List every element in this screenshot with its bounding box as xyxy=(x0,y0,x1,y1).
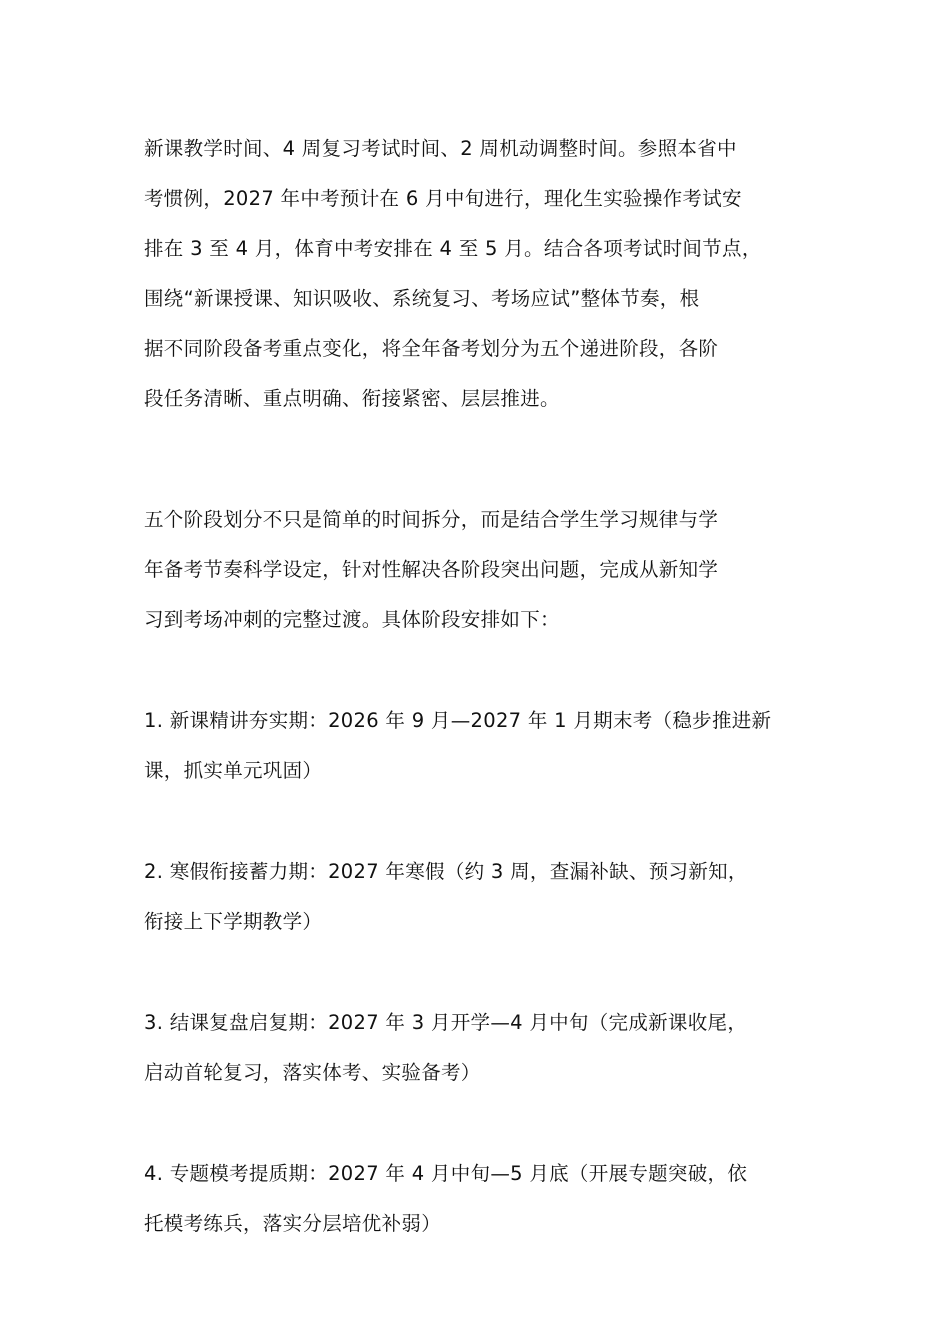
stage-item-3 xyxy=(144,998,808,1098)
paragraph-spacer xyxy=(144,1098,808,1149)
paragraph-spacer xyxy=(144,645,808,696)
stage-item-4 xyxy=(144,1149,808,1249)
stage-item-2 xyxy=(144,847,808,947)
text-line: 4. 专题模考提质期：2027 年 4 月中旬—5 月底（开展专题突破，依 xyxy=(144,1162,748,1185)
text-line: 习到考场冲刺的完整过渡。具体阶段安排如下： xyxy=(144,608,560,631)
text-line: 排在 3 至 4 月，体育中考安排在 4 至 5 月。结合各项考试时间节点， xyxy=(144,237,762,260)
text-line: 五个阶段划分不只是简单的时间拆分，而是结合学生学习规律与学 xyxy=(144,508,719,531)
text-line: 考惯例，2027 年中考预计在 6 月中旬进行，理化生实验操作考试安 xyxy=(144,187,742,210)
text-line: 托模考练兵，落实分层培优补弱） xyxy=(144,1212,442,1235)
paragraph-spacer xyxy=(144,947,808,998)
text-line: 围绕“新课授课、知识吸收、系统复习、考场应试”整体节奏，根 xyxy=(144,287,700,310)
paragraph-exam-schedule xyxy=(144,124,808,424)
paragraph-spacer xyxy=(144,424,808,495)
text-line: 据不同阶段备考重点变化，将全年备考划分为五个递进阶段，各阶 xyxy=(144,337,719,360)
text-line: 段任务清晰、重点明确、衔接紧密、层层推进。 xyxy=(144,387,560,410)
text-line: 2. 寒假衔接蓄力期：2027 年寒假（约 3 周，查漏补缺、预习新知， xyxy=(144,860,748,883)
text-line: 年备考节奏科学设定，针对性解决各阶段突出问题，完成从新知学 xyxy=(144,558,719,581)
text-line: 启动首轮复习，落实体考、实验备考） xyxy=(144,1061,481,1084)
text-line: 1. 新课精讲夯实期：2026 年 9 月—2027 年 1 月期末考（稳步推进新 xyxy=(144,709,772,732)
paragraph-spacer xyxy=(144,796,808,847)
text-line: 3. 结课复盘启复期：2027 年 3 月开学—4 月中旬（完成新课收尾， xyxy=(144,1011,748,1034)
text-line: 衔接上下学期教学） xyxy=(144,910,323,933)
stage-item-1 xyxy=(144,696,808,796)
text-line: 新课教学时间、4 周复习考试时间、2 周机动调整时间。参照本省中 xyxy=(144,137,737,160)
document-page xyxy=(144,124,808,1249)
paragraph-stage-overview xyxy=(144,495,808,645)
text-line: 课，抓实单元巩固） xyxy=(144,759,323,782)
